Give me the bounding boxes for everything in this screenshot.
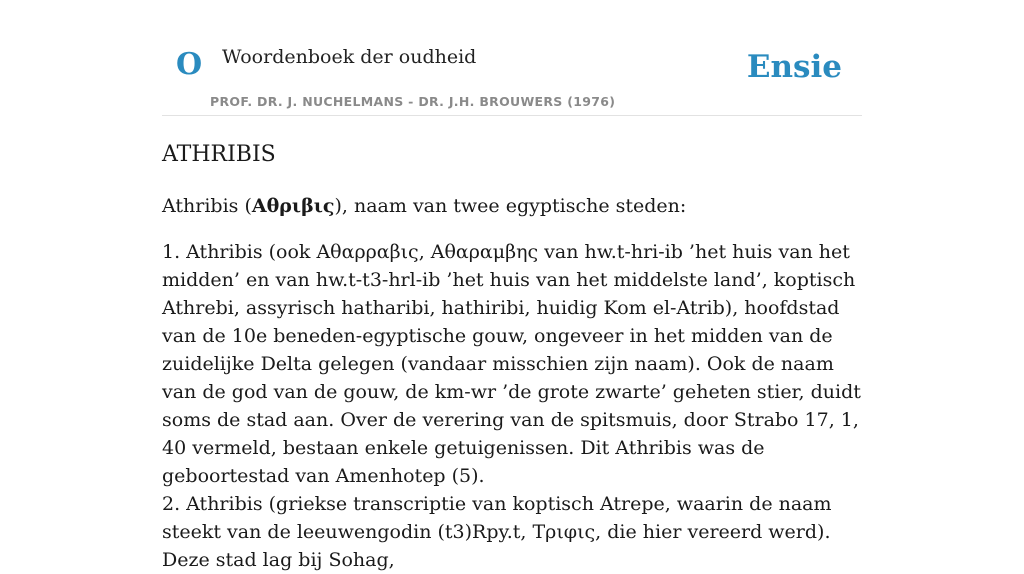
entry-paragraph-1: 1. Athribis (ook Αθαρραβις, Αθαραμβης van hw.t-hri-ib ’het huis van het midden’ en van hw.t-t3-hrl-ib ’het huis van het middelste land’, koptisch Athrebi, assyrisch hatharibi, hathiribi, huidig Kom el-Atrib), hoofdstad van de 10e beneden-egyptische gouw, ongeveer in het midden van de zuidelijke Delta gelegen (vandaar misschien zijn naam). Ook de naam van de god van de gouw, de km-wr ’de grote zwarte’ geheten stier, duidt soms de stad aan. Over de verering van de spitsmuis, door Strabo 17, 1, 40 vermeld, bestaan enkele getuigenissen. Dit Athribis was de geboortestad van Amenhotep (5). xyxy=(162,241,861,488)
greek-name: Αθριβις xyxy=(251,195,335,218)
book-logo[interactable]: O xyxy=(176,47,203,82)
book-title-link[interactable]: Woordenboek der oudheid xyxy=(222,46,477,68)
page xyxy=(162,0,862,574)
book-authors: PROF. DR. J. NUCHELMANS - DR. J.H. BROUWERS (1976) xyxy=(210,94,616,109)
entry-title: ATHRIBIS xyxy=(162,142,276,167)
header xyxy=(162,0,862,116)
entry-intro xyxy=(162,192,862,220)
entry-paragraph-2: 2. Athribis (griekse transcriptie van koptisch Atrepe, waarin de naam steekt van de leeuwengodin (t3)Rpy.t, Τριφις, die hier vereerd werd). Deze stad lag bij Sohag, xyxy=(162,493,832,572)
intro-text-after: ), naam van twee egyptische steden: xyxy=(334,195,687,218)
ensie-logo[interactable]: Ensie xyxy=(746,49,842,85)
intro-text-before: Athribis ( xyxy=(162,195,252,218)
